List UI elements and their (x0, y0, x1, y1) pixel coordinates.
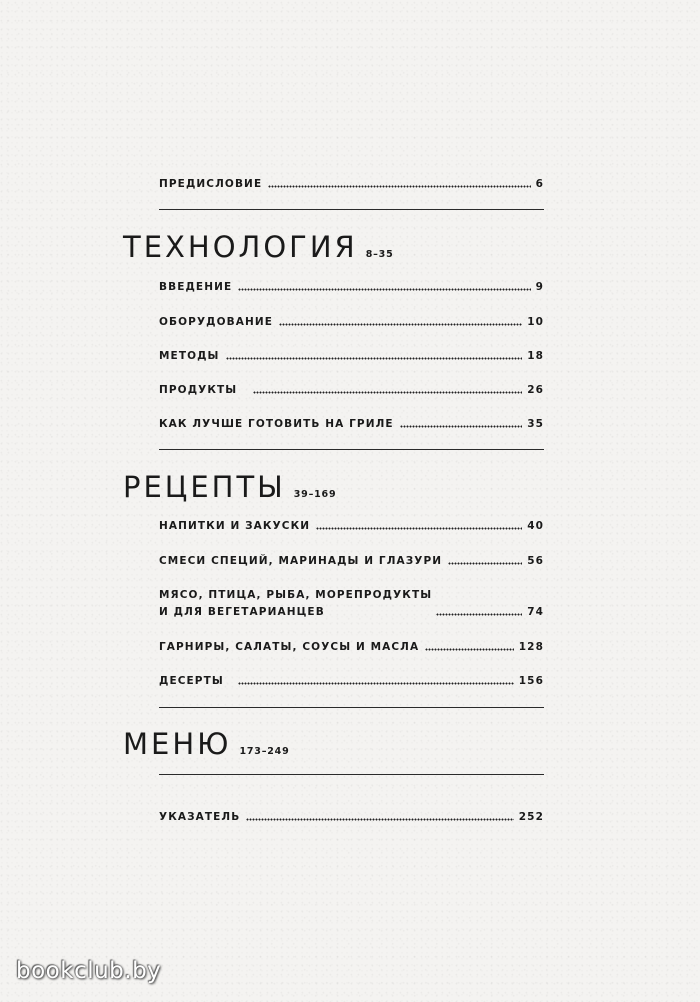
toc-entry-page: 74 (527, 606, 544, 618)
toc-entry-page: 26 (527, 384, 544, 396)
toc-entry-page: 128 (518, 641, 544, 653)
toc-entry-label: ОБОРУДОВАНИЕ (159, 316, 274, 328)
section-title: ТЕХНОЛОГИЯ (123, 230, 358, 264)
toc-entry-label: МЕТОДЫ (159, 350, 220, 362)
toc-entry[interactable] (159, 520, 544, 533)
section-divider (159, 707, 544, 708)
toc-entry[interactable] (159, 589, 544, 619)
dot-leader (279, 323, 522, 326)
dot-leader (436, 613, 522, 616)
dot-leader (253, 391, 522, 394)
toc-entry[interactable] (159, 384, 544, 397)
dot-leader (226, 357, 523, 360)
toc-entry[interactable] (159, 555, 544, 568)
toc-entry[interactable] (159, 675, 544, 688)
toc-entry-label: СМЕСИ СПЕЦИЙ, МАРИНАДЫ И ГЛАЗУРИ (159, 555, 443, 567)
toc-entry-label: ДЕСЕРТЫ (159, 675, 224, 687)
toc-entry[interactable] (159, 350, 544, 363)
toc-entry-label: НАПИТКИ И ЗАКУСКИ (159, 520, 311, 532)
dot-leader (316, 527, 522, 530)
toc-entry-label: КАК ЛУЧШЕ ГОТОВИТЬ НА ГРИЛЕ (159, 418, 394, 430)
toc-entry-page: 9 (535, 281, 544, 293)
toc-entry-page: 18 (527, 350, 544, 362)
toc-entry-label: ПРЕДИСЛОВИЕ (159, 178, 263, 190)
toc-entry[interactable] (159, 641, 544, 654)
toc-entry-page: 10 (527, 316, 544, 328)
section-page-range: 173–249 (239, 746, 290, 757)
section-heading-menu[interactable] (123, 727, 289, 761)
section-divider (159, 209, 544, 210)
section-page-range: 8–35 (365, 249, 394, 260)
toc-entry-label: ПРОДУКТЫ (159, 384, 238, 396)
dot-leader (238, 288, 530, 291)
toc-entry-page: 6 (535, 178, 544, 190)
toc-entry-index[interactable] (159, 811, 544, 824)
section-page-range: 39–169 (293, 489, 337, 500)
toc-entry-page: 56 (527, 555, 544, 567)
toc-entry-foreword[interactable] (159, 178, 544, 191)
section-title: РЕЦЕПТЫ (123, 470, 286, 504)
toc-entry-label: УКАЗАТЕЛЬ (159, 811, 241, 823)
section-divider (159, 774, 544, 775)
toc-entry-page: 40 (527, 520, 544, 532)
toc-entry[interactable] (159, 281, 544, 294)
toc-entry-page: 156 (518, 675, 544, 687)
toc-entry-label: ВВЕДЕНИЕ (159, 281, 233, 293)
toc-entry-page: 252 (518, 811, 544, 823)
section-heading-recipes[interactable] (123, 470, 336, 504)
dot-leader (425, 648, 514, 651)
watermark: bookclub.by (16, 958, 162, 984)
toc-entry-label: И ДЛЯ ВЕГЕТАРИАНЦЕВ (159, 606, 325, 618)
toc-entry-label: ГАРНИРЫ, САЛАТЫ, СОУСЫ И МАСЛА (159, 641, 420, 653)
dot-leader (448, 562, 522, 565)
section-divider (159, 449, 544, 450)
toc-entry[interactable] (159, 418, 544, 431)
toc-entry-page: 35 (527, 418, 544, 430)
toc-entry-label: МЯСО, ПТИЦА, РЫБА, МОРЕПРОДУКТЫ (159, 589, 433, 601)
toc-entry[interactable] (159, 316, 544, 329)
dot-leader (246, 818, 513, 821)
section-title: МЕНЮ (123, 727, 232, 761)
section-heading-technology[interactable] (123, 230, 393, 264)
dot-leader (268, 185, 530, 188)
dot-leader (238, 682, 514, 685)
dot-leader (400, 425, 522, 428)
